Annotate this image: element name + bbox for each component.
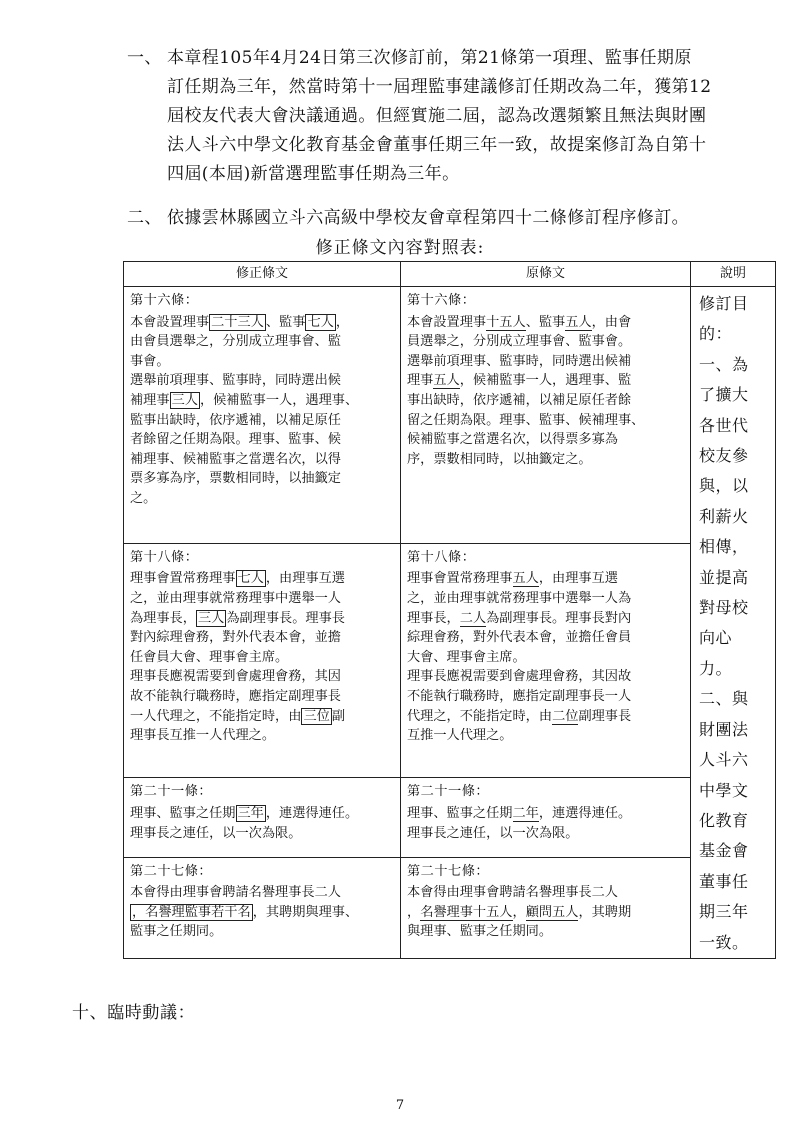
article-heading: 第二十七條： (130, 863, 213, 879)
boxed-amendment: 三人 (171, 392, 198, 408)
underlined-original: 名譽理事十五人 (420, 904, 513, 920)
article-line (130, 628, 396, 648)
boxed-amendment: 七人 (307, 314, 334, 330)
article-line (407, 726, 686, 746)
article-line (130, 824, 396, 844)
table-row (124, 857, 776, 958)
original-article-cell (401, 857, 691, 958)
text-run: 補理事、候補監事之當選名次，以得 (130, 451, 341, 467)
explanation-line: 校友參 (699, 446, 749, 466)
article-line (130, 687, 396, 707)
explanation-line: 的： (699, 324, 733, 344)
header-explanation: 說明 (691, 262, 776, 287)
text-run: ，連選得連任。 (538, 806, 632, 822)
article-line (407, 804, 686, 824)
comparison-table (123, 261, 776, 959)
text-run: ，由會 (591, 314, 632, 330)
article-line (407, 371, 686, 391)
article-line (130, 450, 396, 470)
text-run: 之。 (130, 490, 157, 506)
underlined-original: 五人 (433, 373, 460, 389)
table-body (124, 287, 776, 959)
text-run: ，由理事互選 (265, 571, 345, 587)
article-heading: 第二十七條： (407, 863, 490, 879)
table-title: 修正條文內容對照表: (315, 238, 485, 258)
article-line (407, 391, 686, 411)
original-article-cell (401, 543, 691, 778)
text-run: 本會得由理事會聘請名譽理事長二人 (130, 885, 341, 901)
text-run: 理事長， (407, 610, 460, 626)
text-run: 監事出缺時，依序遞補，以補足原任 (130, 412, 341, 428)
article-line (407, 667, 686, 687)
article-line (407, 883, 686, 903)
article-line (407, 569, 686, 589)
article-line (407, 903, 686, 923)
explanation-line: 力。 (699, 658, 733, 678)
text-run: ，連選得連任。 (265, 806, 359, 822)
explanation-line: 二、與 (699, 689, 749, 709)
text-run: 補理事 (130, 392, 170, 408)
explanation-line: 了擴大 (699, 385, 749, 405)
explanation-line: 期三年 (699, 902, 749, 922)
text-run: 員選舉之，分別成立理事會、監事會。 (407, 334, 632, 350)
article-line (130, 883, 396, 903)
text-run: ， (407, 904, 421, 920)
boxed-amendment: 七人 (237, 571, 264, 587)
section-one-line: 屆校友代表大會決議通過。但經實施二屆，認為改選頻繁且無法與財團 (167, 106, 707, 126)
article-line (130, 371, 396, 391)
article-line (407, 648, 686, 668)
text-run: 事會。 (130, 353, 170, 369)
boxed-amendment: 三位 (303, 708, 330, 724)
original-article-cell (401, 778, 691, 857)
boxed-amendment: 三人 (197, 610, 225, 626)
revised-article-cell (124, 287, 401, 544)
article-line (130, 569, 396, 589)
text-run: 理事會置常務理事 (130, 571, 236, 587)
text-run: 為理事長， (130, 610, 196, 626)
text-run: 互推一人代理之。 (407, 728, 513, 744)
explanation-line: 並提高 (699, 567, 749, 587)
text-run: 本會設置理事 (407, 314, 487, 330)
article-line (130, 609, 396, 629)
text-run: 故不能執行職務時，應指定副理事長 (130, 689, 341, 704)
text-run: 任會員大會、理事會主席。 (130, 649, 289, 665)
text-run: ，其聘期 (578, 904, 632, 920)
article-paragraph (130, 883, 396, 942)
text-run: 、監事 (265, 314, 306, 330)
explanation-line: 修訂目 (699, 294, 749, 313)
section-one (127, 44, 767, 189)
text-run: 為副理事長。理事長對內 (486, 610, 632, 626)
article-line (130, 391, 396, 411)
text-run: 與理事、監事之任期同。 (407, 924, 553, 940)
article-paragraph (130, 804, 396, 843)
text-run: 留之任期為限。理事、監事、候補理事、 (407, 412, 645, 428)
article-line (130, 313, 396, 333)
underlined-original: 五人 (512, 571, 539, 587)
text-run: 綜理會務，對外代表本會，並擔任會員 (407, 630, 632, 646)
underlined-original: 二位 (552, 708, 579, 724)
section-one-body (127, 44, 767, 189)
text-run: 選舉前項理事、監事時，同時選出候補 (407, 353, 632, 369)
section-two-text: 依據雲林縣國立斗六高級中學校友會章程第四十二條修訂程序修訂。 (167, 208, 689, 228)
explanation-line: 財團法 (699, 719, 749, 739)
text-run: 監事之任期同。 (130, 924, 223, 940)
explanation-line: 對母校 (699, 598, 749, 618)
article-line (407, 707, 686, 727)
section-two-body (127, 204, 767, 233)
text-run: ， (512, 904, 526, 920)
explanation-line: 向心 (699, 628, 733, 648)
text-run: 對內綜理會務，對外代表本會，並擔 (130, 630, 341, 646)
article-paragraph (130, 667, 396, 745)
text-run: 理事長互推一人代理之。 (130, 728, 276, 744)
text-run: 不能執行職務時，應指定副理事長一人 (407, 689, 632, 704)
article-line (407, 450, 686, 470)
article-line (407, 922, 686, 942)
article-heading: 第十六條： (407, 293, 476, 308)
text-run: 理事、監事之任期 (130, 806, 236, 822)
article-paragraph (407, 569, 686, 667)
article-line (407, 824, 686, 844)
article-line (130, 332, 396, 352)
underlined-original: 五人 (565, 314, 592, 330)
article-paragraph (130, 371, 396, 508)
article-line (130, 352, 396, 372)
article-line (130, 804, 396, 824)
text-run: 大會、理事會主席。 (407, 649, 526, 665)
article-paragraph (407, 313, 686, 352)
section-one-line: 本章程105年4月24日第三次修訂前，第21條第一項理、監事任期原 (167, 48, 692, 68)
section-one-line: 法人斗六中學文化教育基金會董事任期三年一致，故提案修訂為自第十 (167, 135, 707, 155)
extempore-motion-heading: 十、臨時動議： (72, 1003, 196, 1023)
text-run: 理事、監事之任期 (407, 806, 513, 822)
table-row (124, 543, 776, 778)
section-one-number: 一、 (127, 48, 162, 68)
explanation-line: 相傳， (699, 537, 749, 557)
underlined-original: 顧問五人 (525, 904, 579, 920)
article-line (130, 469, 396, 489)
article-paragraph (407, 883, 686, 942)
article-line (407, 352, 686, 372)
text-run: 理事長應視需要到會處理會務，其因 (130, 669, 341, 685)
text-run: 本會設置理事 (130, 314, 210, 330)
explanation-line: 一致。 (699, 932, 749, 952)
underlined-original: 十五人 (486, 314, 526, 330)
text-run: 序，票數相同時，以抽籤定之。 (407, 451, 592, 467)
article-heading: 第二十一條： (407, 784, 490, 800)
explanation-line: 基金會 (699, 841, 749, 861)
article-line (407, 609, 686, 629)
section-two-number: 二、 (127, 208, 162, 228)
original-article-cell (401, 287, 691, 544)
article-line (407, 628, 686, 648)
header-original: 原條文 (401, 262, 691, 287)
table-row (124, 778, 776, 857)
section-one-line: 四屆(本屆)新當選理監事任期為三年。 (167, 164, 460, 184)
text-run: 理事 (407, 373, 434, 389)
article-line (407, 430, 686, 450)
explanation-cell (691, 287, 776, 959)
text-run: 由會員選舉之，分別成立理事會、監 (130, 334, 341, 350)
explanation-line: 人斗六 (699, 750, 749, 770)
text-run: 為副理事長。理事長 (226, 610, 345, 626)
text-run: ，候補監事一人，遇理事、監 (459, 373, 632, 389)
text-run: ，由理事互選 (538, 571, 618, 587)
underlined-original: 二年 (512, 806, 539, 822)
article-paragraph (407, 352, 686, 470)
header-revised: 修正條文 (124, 262, 401, 287)
article-heading: 第十八條： (130, 549, 199, 565)
article-paragraph (407, 667, 686, 745)
boxed-amendment: 二十三人 (211, 314, 264, 330)
section-one-line: 訂任期為三年，然當時第十一屆理監事建議修訂任期改為二年，獲第12 (167, 77, 712, 97)
page-number: 7 (395, 1098, 405, 1113)
article-line (407, 411, 686, 431)
article-heading: 第十八條： (407, 549, 476, 565)
text-run: 者餘留之任期為限。理事、監事、候 (130, 432, 341, 448)
article-line (407, 332, 686, 352)
article-paragraph (130, 313, 396, 372)
article-heading: 第二十一條： (130, 784, 213, 800)
article-line (130, 903, 396, 923)
article-line (130, 430, 396, 450)
text-run: 代理之，不能指定時，由 (407, 708, 553, 724)
article-line (407, 687, 686, 707)
text-run: 理事會置常務理事 (407, 571, 513, 587)
explanation-line: 董事任 (699, 871, 749, 891)
table-row (124, 287, 776, 544)
text-run: 副理事長 (578, 708, 632, 724)
revised-article-cell (124, 857, 401, 958)
text-run: 一人代理之，不能指定時，由 (130, 708, 302, 724)
article-line (130, 667, 396, 687)
text-run: ，其聘期與理事、 (252, 904, 359, 920)
explanation-line: 一、為 (699, 354, 749, 374)
article-line (130, 707, 396, 727)
article-heading: 第十六條： (130, 293, 199, 308)
revised-article-cell (124, 778, 401, 857)
text-run: 本會得由理事會聘請名譽理事長二人 (407, 885, 618, 901)
text-run: 副 (331, 708, 345, 724)
text-run: 理事長之連任，以一次為限。 (407, 825, 579, 841)
text-run: 事出缺時，依序遞補，以補足原任者餘 (407, 392, 632, 408)
explanation-line: 中學文 (699, 780, 749, 800)
explanation-line: 與，以 (699, 476, 749, 496)
section-two (127, 204, 767, 233)
text-run: 理事長之連任，以一次為限。 (130, 825, 302, 841)
explanation-line: 各世代 (699, 415, 749, 435)
article-paragraph (130, 569, 396, 667)
article-line (130, 589, 396, 609)
text-run: 候補監事之當選名次，以得票多寡為 (407, 432, 618, 448)
text-run: ， (335, 314, 349, 330)
text-run: 、監事 (525, 314, 566, 330)
text-run: ，候補監事一人，遇理事、 (199, 392, 359, 408)
article-line (130, 648, 396, 668)
revised-article-cell (124, 543, 401, 778)
article-line (130, 411, 396, 431)
article-line (130, 922, 396, 942)
explanation-line: 化教育 (699, 810, 749, 830)
text-run: 選舉前項理事、監事時，同時選出候 (130, 373, 341, 389)
underlined-original: 二人 (459, 610, 487, 626)
explanation-line: 利薪火 (699, 506, 749, 526)
article-line (407, 589, 686, 609)
boxed-amendment: 三年 (237, 806, 264, 822)
boxed-amendment: ，名譽理監事若干名 (132, 904, 251, 920)
text-run: 之，並由理事就常務理事中選舉一人為 (407, 591, 632, 607)
article-paragraph (407, 804, 686, 843)
table-header-row (124, 262, 776, 287)
article-line (130, 726, 396, 746)
text-run: 之，並由理事就常務理事中選舉一人 (130, 591, 341, 607)
text-run: 理事長應視需要到會處理會務，其因故 (407, 669, 632, 685)
article-line (130, 489, 396, 509)
article-line (407, 313, 686, 333)
text-run: 票多寡為序，票數相同時，以抽籤定 (130, 471, 341, 487)
